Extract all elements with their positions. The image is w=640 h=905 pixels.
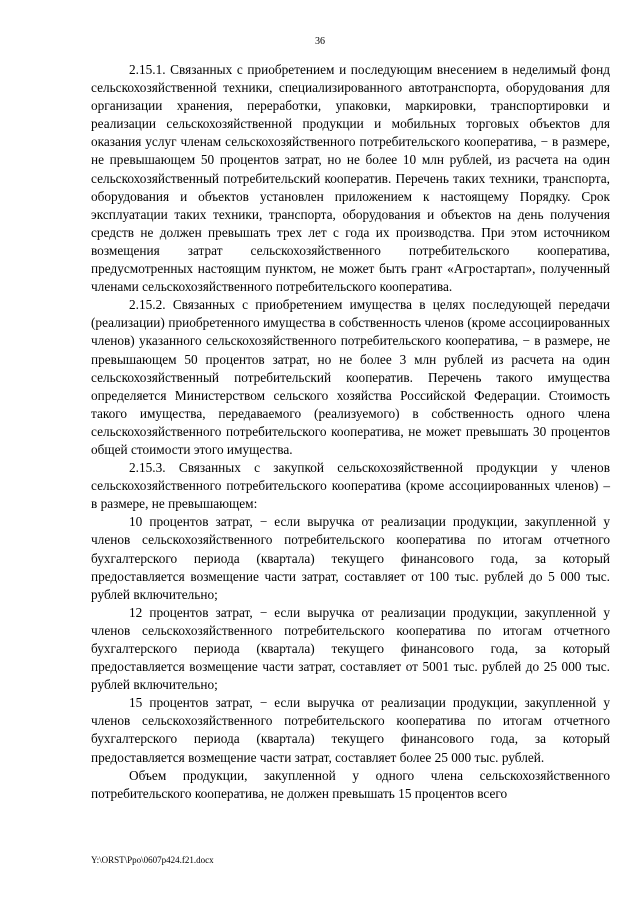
paragraph-10-percent: 10 процентов затрат, − если выручка от реализации продукции, закупленной у членов сельскохозяйственного потребительского кооператива по итогам отчетного бухгалтерского периода (квартала) текущего финансового года, за который предоставляется возмещение части затрат, составляет от 100 тыс. рублей до 5 000 тыс. рублей включительно; — [91, 514, 610, 602]
document-body — [91, 61, 610, 803]
paragraph-volume-limit: Объем продукции, закупленной у одного члена сельскохозяйственного потребительского кооператива, не должен превышать 15 процентов всего — [91, 767, 610, 801]
paragraph-12-percent: 12 процентов затрат, − если выручка от реализации продукции, закупленной у членов сельскохозяйственного потребительского кооператива по итогам отчетного бухгалтерского периода (квартала) текущего финансового года, за который предоставляется возмещение части затрат, составляет от 5001 тыс. рублей до 25 000 тыс. рублей включительно; — [91, 604, 610, 693]
paragraph-2-15-3: 2.15.3. Связанных с закупкой сельскохозяйственной продукции у членов сельскохозяйственного потребительского кооператива (кроме ассоциированных членов) – в размере, не превышающем: — [91, 460, 610, 512]
paragraph-2-15-1: 2.15.1. Связанных с приобретением и последующим внесением в неделимый фонд сельскохозяйственной техники, специализированного автотранспорта, оборудования для организации хранения, переработки, упаковки, маркировки, транспортировки и реализации сельскохозяйственной продукции и мобильных торговых объектов для оказания услуг членам сельскохозяйственного потребительского кооператива, − в размере, не превышающем 50 процентов затрат, но не более 10 млн рублей, из расчета на один сельскохозяйственный потребительский кооператив. Перечень таких техники, транспорта, оборудования и объектов установлен приложением к настоящему Порядку. Срок эксплуатации таких техники, транспорта, оборудования и объектов на день получения средств не должен превышать трех лет с года их производства. При этом источником возмещения затрат сельскохозяйственного потребительского кооператива, предусмотренных настоящим пунктом, не может быть грант «Агростартап», полученный членами сельскохозяйственного потребительского кооператива. — [91, 62, 610, 295]
paragraph-2-15-2: 2.15.2. Связанных с приобретением имущества в целях последующей передачи (реализации) приобретенного имущества в собственность членов (кроме ассоциированных членов) указанного сельскохозяйственного потребительского кооператива, − в размере, не превышающем 50 процентов затрат, но не более 3 млн рублей из расчета на один сельскохозяйственный потребительский кооператив. Перечень такого имущества определяется Министерством сельского хозяйства Российской Федерации. Стоимость такого имущества, передаваемого (реализуемого) в собственность одного члена сельскохозяйственного потребительского кооператива, не может превышать 30 процентов общей стоимости этого имущества. — [91, 297, 610, 457]
page-number: 36 — [315, 36, 325, 47]
paragraph-15-percent: 15 процентов затрат, − если выручка от реализации продукции, закупленной у членов сельскохозяйственного потребительского кооператива по итогам отчетного бухгалтерского периода (квартала) текущего финансового года, за который предоставляется возмещение части затрат, составляет более 25 000 тыс. рублей. — [91, 695, 610, 765]
footer-file-path: Y:\ORST\Ppo\0607p424.f21.docx — [91, 855, 214, 865]
